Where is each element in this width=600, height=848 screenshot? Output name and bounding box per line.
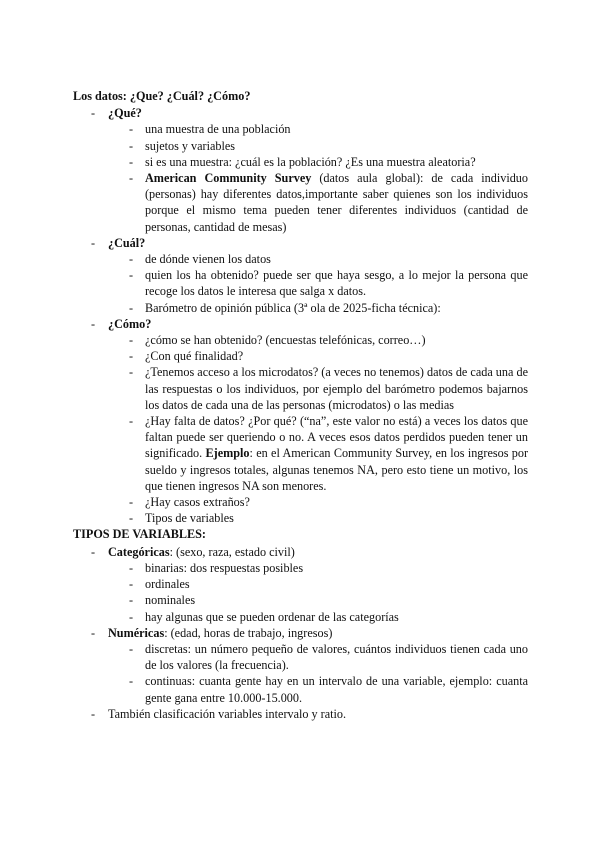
item-text: una muestra de una población (145, 122, 291, 137)
que-list (73, 121, 528, 234)
bullet-dash: - (129, 560, 134, 575)
bullet-dash: - (91, 625, 96, 640)
numericas-label: Numéricas (108, 625, 165, 640)
bullet-dash: - (129, 268, 134, 283)
tipos-heading: TIPOS DE VARIABLES: (73, 527, 206, 542)
list-item (73, 673, 528, 705)
item-text: Tipos de variables (145, 511, 234, 526)
bullet-dash: - (91, 106, 96, 121)
item-text: si es una muestra: ¿cuál es la población? ¿Es una muestra aleatoria? (145, 154, 476, 169)
ejemplo-text: : en el American Community Survey, en los ingresos por sueldo y ingresos totales, algunas tenemos NA, pero esto tiene un motivo, los que tienen ingresos NA son menores. (145, 446, 528, 493)
list-item (73, 576, 528, 592)
item-text: nominales (145, 593, 196, 608)
acs-text: (datos aula global): de cada individuo (personas) hay diferentes datos,importante saber quienes son los individuos porque el mismo tema pueden tener diferentes individuos (cantidad de personas, cantidad de mesas) (145, 171, 528, 234)
numericas-rest: : (edad, horas de trabajo, ingresos) (164, 625, 333, 640)
section-cual (73, 235, 528, 251)
list-item (73, 138, 528, 154)
bullet-dash: - (129, 349, 134, 364)
bullet-dash: - (129, 674, 134, 689)
bullet-dash: - (129, 641, 134, 656)
tambien-text: También clasificación variables intervalo y ratio. (108, 706, 347, 721)
bullet-dash: - (129, 365, 134, 380)
item-text: ¿Tenemos acceso a los microdatos? (a veces no tenemos) datos de cada una de las respuestas o los individuos, por ejemplo del barómetro podemos bajarnos los datos de cada una de las personas (microdatos) o las medias (145, 365, 528, 412)
bullet-dash: - (129, 300, 134, 315)
item-text: continuas: cuanta gente hay en un intervalo de una variable, ejemplo: cuanta gente gana entre 10.000-15.000. (145, 674, 528, 705)
item-text: hay algunas que se pueden ordenar de las categorías (145, 609, 399, 624)
list-item (73, 494, 528, 510)
numericas-list (73, 641, 528, 706)
list-item (73, 300, 528, 316)
item-text: ¿Hay casos extraños? (145, 495, 250, 510)
page-title: Los datos: ¿Que? ¿Cuál? ¿Cómo? (73, 89, 251, 103)
categoricas-label: Categóricas (108, 544, 170, 559)
list-item (73, 348, 528, 364)
list-item (73, 332, 528, 348)
bullet-dash: - (129, 511, 134, 526)
bullet-dash: - (91, 235, 96, 250)
categoricas-list (73, 560, 528, 625)
ejemplo-bold: Ejemplo (205, 446, 250, 461)
acs-bold: American Community Survey (145, 171, 312, 186)
list-item (73, 560, 528, 576)
bullet-dash: - (91, 706, 96, 721)
bullet-dash: - (91, 316, 96, 331)
list-item (73, 267, 528, 299)
section-como (73, 316, 528, 332)
list-item (73, 154, 528, 170)
section-heading: ¿Cómo? (108, 316, 152, 331)
section-heading: ¿Cuál? (108, 235, 146, 250)
bullet-dash: - (129, 154, 134, 169)
item-text: sujetos y variables (145, 138, 236, 153)
como-list (73, 332, 528, 526)
cual-list (73, 251, 528, 316)
bullet-dash: - (129, 577, 134, 592)
bullet-dash: - (129, 414, 134, 429)
list-item (73, 592, 528, 608)
bullet-dash: - (129, 609, 134, 624)
section-heading: ¿Qué? (108, 106, 142, 121)
bullet-dash: - (129, 171, 134, 186)
bullet-dash: - (129, 252, 134, 267)
item-text: discretas: un número pequeño de valores, cuántos individuos tienen cada uno de los valores (la frecuencia). (145, 641, 528, 673)
list-item (73, 251, 528, 267)
list-item (73, 641, 528, 673)
section-categoricas (73, 544, 528, 560)
item-text: binarias: dos respuestas posibles (145, 560, 304, 575)
bullet-dash: - (129, 333, 134, 348)
section-numericas (73, 625, 528, 641)
tambien-item (73, 706, 528, 722)
bullet-dash: - (129, 122, 134, 137)
item-text: ordinales (145, 577, 190, 592)
falta-text: ¿Hay falta de datos? ¿Por qué? (“na”, este valor no está) a veces los datos que faltan puede ser queriendo o no. A veces esos datos perdidos pueden tener un significado. (145, 414, 528, 461)
categoricas-rest: : (sexo, raza, estado civil) (169, 544, 295, 559)
list-item (73, 121, 528, 137)
bullet-dash: - (129, 593, 134, 608)
bullet-dash: - (129, 138, 134, 153)
item-text: de dónde vienen los datos (145, 252, 271, 267)
list-item (73, 364, 528, 413)
item-text: ¿cómo se han obtenido? (encuestas telefónicas, correo…) (145, 333, 426, 348)
list-item (73, 170, 528, 235)
item-text: quien los ha obtenido? puede ser que haya sesgo, a lo mejor la persona que recoge los datos le interesa que salga x datos. (145, 268, 528, 299)
document-body (73, 88, 528, 722)
bullet-dash: - (129, 495, 134, 510)
item-text: Barómetro de opinión pública (3ª ola de 2025-ficha técnica): (145, 300, 441, 315)
list-item (73, 413, 528, 494)
list-item (73, 510, 528, 526)
item-text: ¿Con qué finalidad? (145, 349, 244, 364)
bullet-dash: - (91, 544, 96, 559)
section-que (73, 105, 528, 121)
list-item (73, 609, 528, 625)
